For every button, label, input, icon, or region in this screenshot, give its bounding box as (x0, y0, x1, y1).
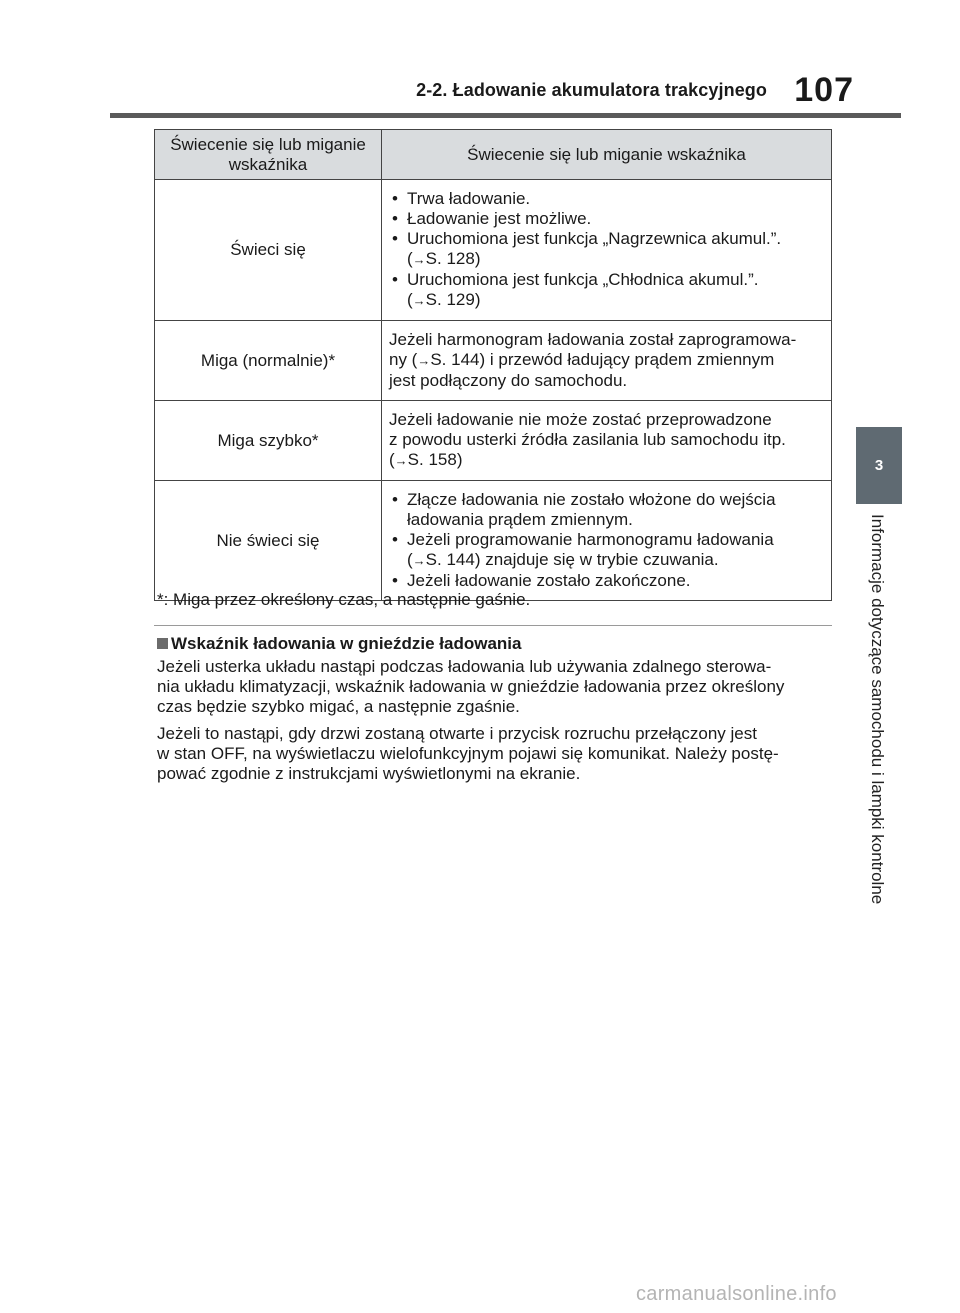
table-cell-state: Miga (normalnie)* (155, 321, 382, 401)
square-bullet-icon (157, 638, 168, 649)
table-row (155, 321, 832, 401)
table-cell-description (382, 180, 832, 321)
table-cell-description (382, 481, 832, 601)
list-item: • Jeżeli programowanie harmonogramu ładowania (→S. 144) znajduje się w trybie czuwania. (389, 530, 825, 571)
bullet-list (389, 490, 825, 591)
list-item: • Jeżeli ładowanie zostało zakończone. (389, 571, 825, 591)
page-number: 107 (794, 71, 854, 109)
table-header-cell: Świecenie się lub miganie wskaźnika (382, 130, 832, 180)
list-item: • Złącze ładowania nie zostało włożone do wejścia ładowania prądem zmiennym. (389, 490, 825, 530)
page-ref-arrow-icon: → (417, 353, 431, 368)
table-header-cell: Świecenie się lub miganie wskaźnika (155, 130, 382, 180)
page-ref-arrow-icon: → (412, 553, 426, 568)
page-ref-arrow-icon: → (412, 252, 426, 267)
page-ref-arrow-icon: → (412, 293, 426, 308)
table-cell-state: Miga szybko* (155, 401, 382, 481)
page-reference[interactable]: S. 129) (425, 290, 481, 309)
table-row (155, 481, 832, 601)
page-ref-arrow-icon: → (394, 453, 408, 468)
section-paragraph: Jeżeli to nastąpi, gdy drzwi zostaną otwarte i przycisk rozruchu przełączony jest w stan OFF, na wyświetlaczu wielofunkcyjnym pojawi się komunikat. Należy postę- pować zgodnie z instrukcjami wyświetlonymi na ekranie. (157, 724, 779, 783)
description-text: Jeżeli ładowanie nie może zostać przeprowadzone z powodu usterki źródła zasilania lub samochodu itp. (→S. 158) (389, 410, 786, 469)
table-row (155, 401, 832, 481)
description-text: Jeżeli harmonogram ładowania został zaprogramowa- ny (→S. 144) i przewód ładujący prądem zmiennym jest podłączony do samochodu. (389, 330, 797, 390)
table-header-row (155, 130, 832, 180)
bullet-list (389, 189, 825, 311)
page-header-title: 2-2. Ładowanie akumulatora trakcyjnego (416, 80, 767, 100)
section-paragraph: Jeżeli usterka układu nastąpi podczas ładowania lub używania zdalnego sterowa- nia układu klimatyzacji, wskaźnik ładowania w gnieździe ładowania przez określony czas będzie szybko migać, a następnie zgaśnie. (157, 657, 785, 716)
section-divider (154, 625, 832, 626)
table-footnote: *: Miga przez określony czas, a następnie gaśnie. (157, 590, 531, 609)
table-cell-description (382, 321, 832, 401)
header-rule (110, 113, 901, 118)
indicator-table (154, 129, 832, 601)
page-reference[interactable]: S. 128) (425, 249, 481, 268)
chapter-side-title: Informacje dotyczące samochodu i lampki kontrolne (868, 514, 887, 905)
list-item: • Ładowanie jest możliwe. (389, 209, 825, 229)
table-row (155, 180, 832, 321)
list-item: • Uruchomiona jest funkcja „Chłodnica akumul.”. (→S. 129) (389, 270, 825, 311)
page-reference[interactable]: S. 144) znajduje się w trybie czuwania. (425, 550, 719, 569)
table-cell-description (382, 401, 832, 481)
list-item: • Uruchomiona jest funkcja „Nagrzewnica akumul.”. (→S. 128) (389, 229, 825, 270)
list-item: • Trwa ładowanie. (389, 189, 825, 209)
watermark-text: carmanualsonline.info (636, 1283, 837, 1305)
table-cell-state: Nie świeci się (155, 481, 382, 601)
section-heading: Wskaźnik ładowania w gnieździe ładowania (157, 634, 521, 654)
page-reference[interactable]: S. 158) (407, 450, 463, 469)
table-cell-state: Świeci się (155, 180, 382, 321)
page-reference[interactable]: S. 144) i przewód ładujący prądem zmiennym (430, 350, 775, 369)
chapter-tab[interactable]: 3 (856, 427, 902, 504)
